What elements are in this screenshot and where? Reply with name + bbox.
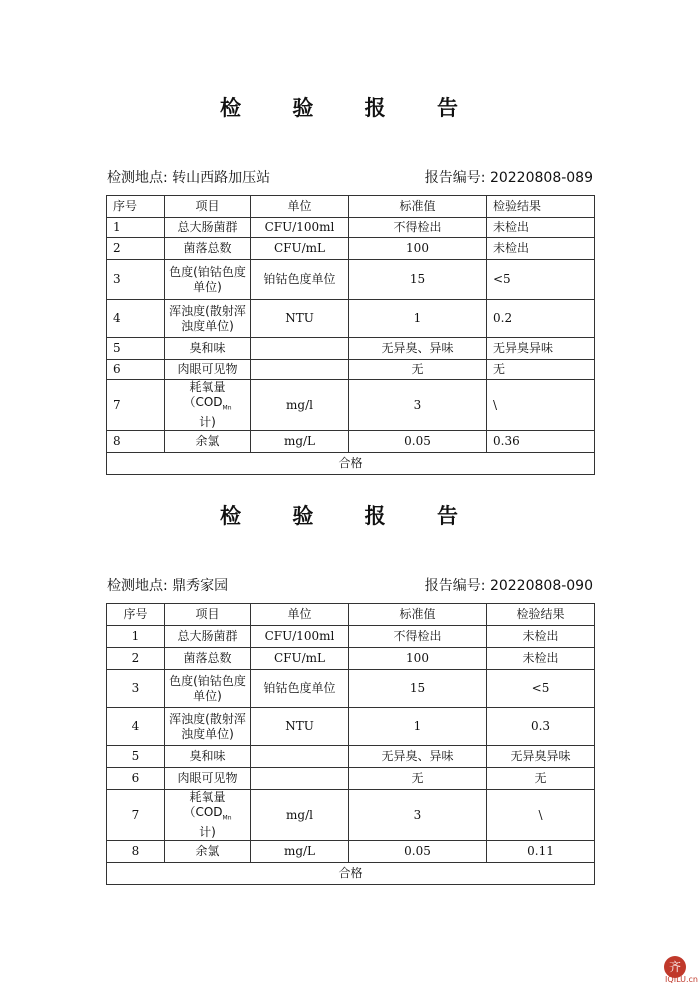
row-unit: 铂钴色度单位: [251, 670, 349, 708]
table-row: [107, 380, 595, 431]
row-standard: 无: [349, 360, 487, 380]
conclusion: 合格: [107, 863, 595, 885]
row-no: 1: [107, 218, 165, 238]
header-no: 序号: [107, 604, 165, 626]
row-result: 无异臭异味: [487, 338, 595, 360]
conclusion: 合格: [107, 453, 595, 475]
row-no: 3: [107, 670, 165, 708]
table-row: [107, 238, 595, 260]
row-item: 总大肠菌群: [165, 626, 251, 648]
table-row: [107, 768, 595, 790]
table-row: [107, 708, 595, 746]
row-result: 0.11: [487, 841, 595, 863]
row-unit: mg/L: [251, 431, 349, 453]
table-row: [107, 648, 595, 670]
header-standard: 标准值: [349, 196, 487, 218]
table-row: [107, 670, 595, 708]
row-no: 7: [107, 380, 165, 431]
row-no: 4: [107, 300, 165, 338]
row-standard: 不得检出: [349, 218, 487, 238]
header-item: 项目: [165, 196, 251, 218]
row-item: 菌落总数: [165, 648, 251, 670]
row-item-tail: 计): [199, 825, 216, 840]
row-item: 肉眼可见物: [165, 360, 251, 380]
table-header-row: [107, 604, 595, 626]
row-item-subscript: Mn: [222, 404, 232, 412]
row-unit: mg/L: [251, 841, 349, 863]
row-unit: CFU/100ml: [251, 626, 349, 648]
row-result: 无: [487, 360, 595, 380]
row-item: [165, 380, 251, 431]
row-unit: CFU/mL: [251, 238, 349, 260]
header-unit: 单位: [251, 604, 349, 626]
header-unit: 单位: [251, 196, 349, 218]
row-result: <5: [487, 260, 595, 300]
row-result: 0.2: [487, 300, 595, 338]
row-result: \: [487, 790, 595, 841]
row-no: 3: [107, 260, 165, 300]
row-no: 5: [107, 338, 165, 360]
table-header-row: [107, 196, 595, 218]
header-item: 项目: [165, 604, 251, 626]
row-unit: mg/l: [251, 380, 349, 431]
row-no: 8: [107, 841, 165, 863]
row-standard: 0.05: [349, 431, 487, 453]
row-result: 未检出: [487, 218, 595, 238]
row-no: 6: [107, 360, 165, 380]
table-footer-row: [107, 453, 595, 475]
row-unit: [251, 768, 349, 790]
watermark-logo-icon: 齐: [664, 956, 686, 978]
row-no: 7: [107, 790, 165, 841]
row-item: 臭和味: [165, 338, 251, 360]
row-item: 臭和味: [165, 746, 251, 768]
table-row: [107, 218, 595, 238]
row-no: 2: [107, 238, 165, 260]
row-standard: 无: [349, 768, 487, 790]
row-result: \: [487, 380, 595, 431]
table-row: [107, 300, 595, 338]
row-unit: [251, 360, 349, 380]
row-item: 菌落总数: [165, 238, 251, 260]
header-result: 检验结果: [487, 196, 595, 218]
watermark-text: IQILU.cn: [665, 975, 698, 984]
table-row: [107, 746, 595, 768]
row-item-text: 耗氧量（COD: [183, 380, 226, 409]
table-row: [107, 431, 595, 453]
test-location: 检测地点: 转山西路加压站: [107, 170, 271, 186]
test-location: 检测地点: 鼎秀家园: [107, 578, 229, 594]
row-standard: 1: [349, 300, 487, 338]
table-row: [107, 360, 595, 380]
row-standard: 15: [349, 670, 487, 708]
row-result: 无: [487, 768, 595, 790]
table-row: [107, 260, 595, 300]
row-item: 浑浊度(散射浑浊度单位): [165, 300, 251, 338]
row-unit: mg/l: [251, 790, 349, 841]
row-item: 余氯: [165, 431, 251, 453]
row-standard: 无异臭、异味: [349, 338, 487, 360]
report-title: 检 验 报 告: [220, 95, 480, 120]
row-item-subscript: Mn: [222, 814, 232, 822]
table-row: [107, 338, 595, 360]
row-standard: 3: [349, 380, 487, 431]
row-item-text: 耗氧量（COD: [183, 790, 226, 819]
row-standard: 无异臭、异味: [349, 746, 487, 768]
row-unit: CFU/100ml: [251, 218, 349, 238]
results-table: [106, 603, 595, 885]
row-standard: 15: [349, 260, 487, 300]
row-no: 2: [107, 648, 165, 670]
row-result: 无异臭异味: [487, 746, 595, 768]
row-unit: CFU/mL: [251, 648, 349, 670]
row-standard: 1: [349, 708, 487, 746]
table-row: [107, 626, 595, 648]
table-footer-row: [107, 863, 595, 885]
row-item: 色度(铂钴色度单位): [165, 260, 251, 300]
report-title: 检 验 报 告: [220, 503, 480, 528]
header-result: 检验结果: [487, 604, 595, 626]
row-standard: 0.05: [349, 841, 487, 863]
row-standard: 100: [349, 648, 487, 670]
row-no: 6: [107, 768, 165, 790]
row-no: 4: [107, 708, 165, 746]
row-result: 0.36: [487, 431, 595, 453]
results-table: [106, 195, 595, 475]
row-item: [165, 790, 251, 841]
row-no: 1: [107, 626, 165, 648]
row-item-tail: 计): [199, 415, 216, 430]
row-unit: NTU: [251, 300, 349, 338]
row-result: <5: [487, 670, 595, 708]
row-item: 浑浊度(散射浑浊度单位): [165, 708, 251, 746]
row-result: 未检出: [487, 626, 595, 648]
report-number: 报告编号: 20220808-089: [424, 170, 593, 186]
row-item: 总大肠菌群: [165, 218, 251, 238]
row-standard: 不得检出: [349, 626, 487, 648]
table-row: [107, 790, 595, 841]
row-unit: 铂钴色度单位: [251, 260, 349, 300]
row-result: 未检出: [487, 238, 595, 260]
row-unit: NTU: [251, 708, 349, 746]
table-row: [107, 841, 595, 863]
header-no: 序号: [107, 196, 165, 218]
row-no: 8: [107, 431, 165, 453]
row-result: 0.3: [487, 708, 595, 746]
row-item: 肉眼可见物: [165, 768, 251, 790]
row-unit: [251, 338, 349, 360]
header-standard: 标准值: [349, 604, 487, 626]
row-standard: 100: [349, 238, 487, 260]
row-item: 色度(铂钴色度单位): [165, 670, 251, 708]
row-result: 未检出: [487, 648, 595, 670]
report-number: 报告编号: 20220808-090: [424, 578, 593, 594]
row-item: 余氯: [165, 841, 251, 863]
row-standard: 3: [349, 790, 487, 841]
row-unit: [251, 746, 349, 768]
row-no: 5: [107, 746, 165, 768]
